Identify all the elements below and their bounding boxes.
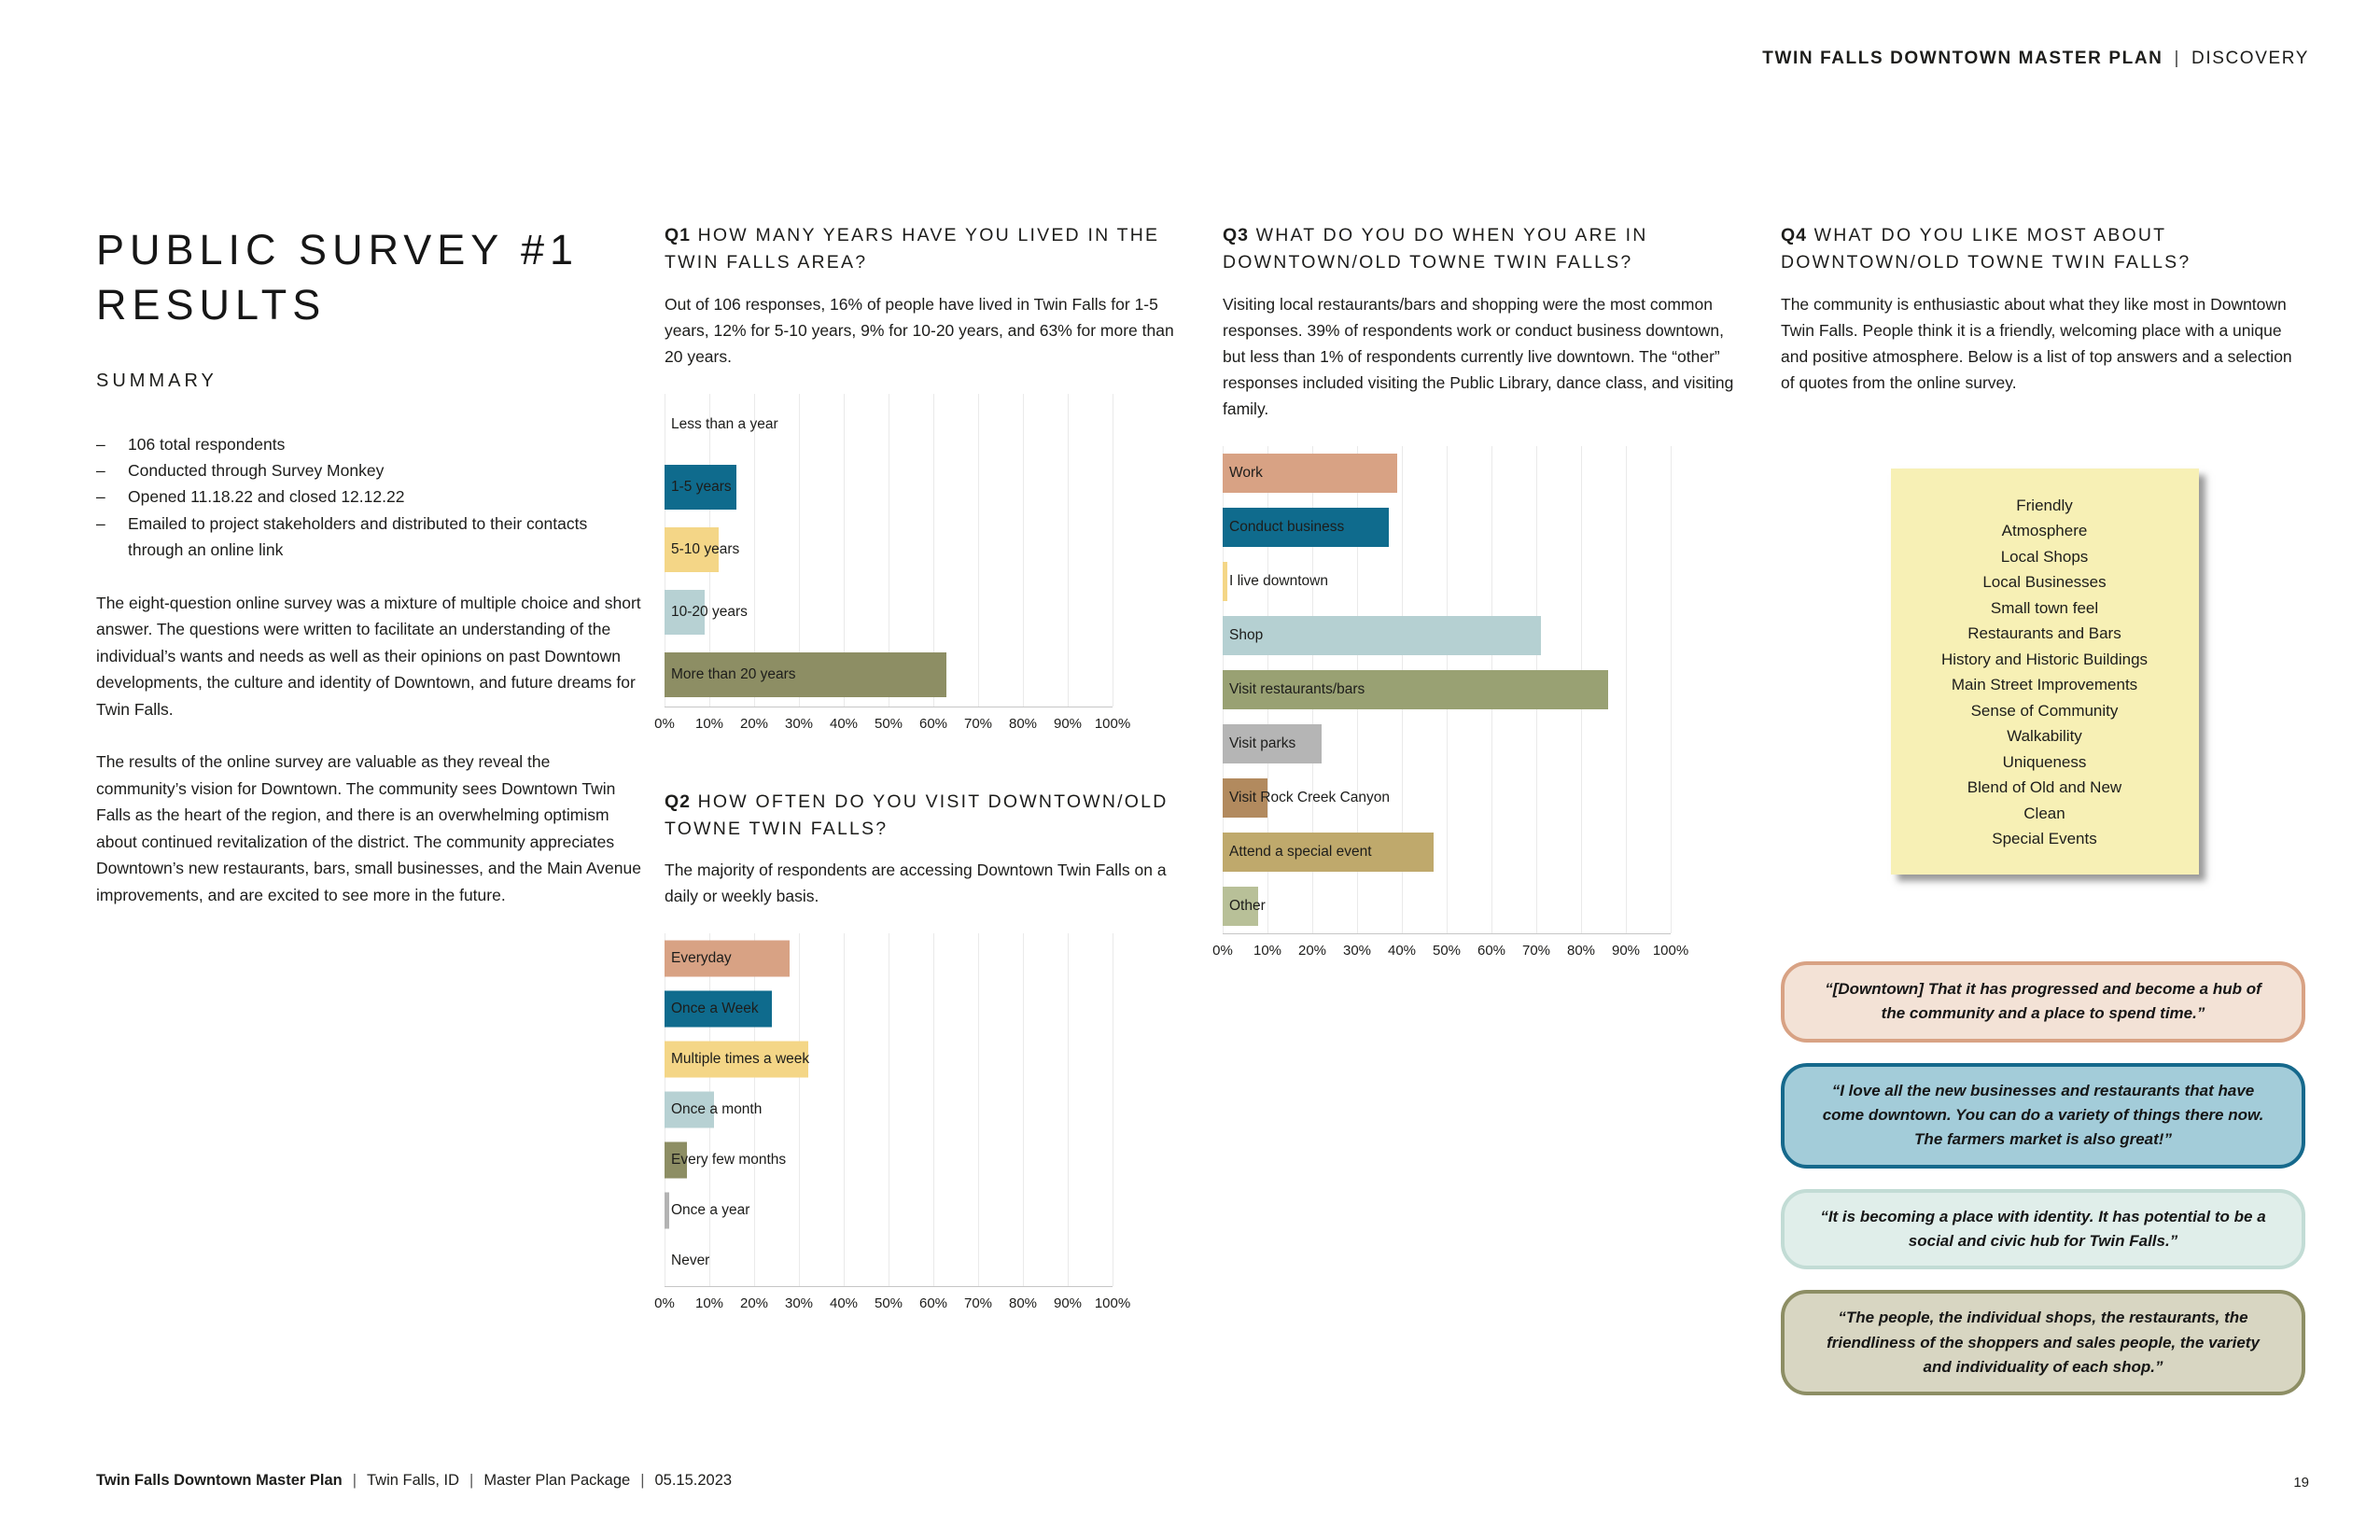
- q2-title: HOW OFTEN DO YOU VISIT DOWNTOWN/OLD TOWNE TWIN FALLS?: [665, 791, 1169, 839]
- page-header: [1762, 49, 2309, 69]
- chart-row: [665, 1085, 1113, 1135]
- q4-intro: The community is enthusiastic about what they like most in Downtown Twin Falls. People think it is a friendly, welcoming place with a unique and positive atmosphere. Below is a list of top answers and a selection of quotes from the online survey.: [1781, 294, 2292, 392]
- axis-tick-label: 90%: [1053, 1295, 1083, 1311]
- like-item: Restaurants and Bars: [1967, 624, 2121, 643]
- like-item: Local Businesses: [1982, 573, 2107, 592]
- chart-bar-label: Work: [1229, 464, 1263, 481]
- q4-number: Q4: [1781, 225, 1808, 245]
- axis-tick-label: 40%: [829, 715, 859, 732]
- page-footer: [96, 1472, 732, 1490]
- chart-bar-label: Attend a special event: [1229, 843, 1372, 860]
- summary-bullet-list: [96, 431, 642, 564]
- axis-tick-label: 30%: [784, 715, 814, 732]
- like-item: Atmosphere: [2001, 522, 2088, 540]
- quote-card-1: “[Downtown] That it has progressed and become a hub of the community and a place to spend time.”: [1781, 961, 2305, 1043]
- q1-chart-axis: [654, 715, 1131, 742]
- chart-bar-label: Less than a year: [671, 416, 778, 432]
- axis-tick-label: 70%: [1521, 942, 1551, 959]
- like-item: Clean: [2023, 804, 2065, 822]
- chart-bar-label: Once a month: [671, 1101, 763, 1117]
- axis-tick-label: 0%: [654, 715, 675, 732]
- page-title-line1: PUBLIC SURVEY #1: [96, 226, 580, 273]
- chart-row: [665, 519, 1113, 581]
- chart-bar-label: Never: [671, 1253, 710, 1268]
- chart-row: [665, 456, 1113, 519]
- axis-tick-label: 90%: [1053, 715, 1083, 732]
- axis-tick-label: 100%: [1094, 1295, 1131, 1311]
- chart-row: [1223, 825, 1671, 879]
- chart-row: [665, 394, 1113, 456]
- like-item: Walkability: [2007, 727, 2082, 746]
- q1-intro: Out of 106 responses, 16% of people have lived in Twin Falls for 1-5 years, 12% for 5-10 years, 9% for 10-20 years, and 63% for more than 20 years.: [665, 294, 1174, 366]
- q1-chart: [654, 394, 1192, 742]
- chart-gridline: [1671, 446, 1672, 933]
- chart-row: [665, 1185, 1113, 1236]
- axis-tick-label: 100%: [1094, 715, 1131, 732]
- axis-tick-label: 80%: [1008, 715, 1038, 732]
- chart-bar-label: 1-5 years: [671, 479, 732, 495]
- axis-tick-label: 30%: [784, 1295, 814, 1311]
- page-title-line2: RESULTS: [96, 281, 327, 329]
- axis-tick-label: 20%: [739, 715, 769, 732]
- bullet-dash: –: [96, 513, 105, 533]
- footer-package: Master Plan Package: [483, 1472, 631, 1489]
- footer-divider: |: [640, 1472, 645, 1489]
- axis-tick-label: 0%: [1212, 942, 1233, 959]
- top-answers-box: [1891, 469, 2199, 875]
- chart-bar-label: Other: [1229, 897, 1266, 914]
- header-plan-title: TWIN FALLS DOWNTOWN MASTER PLAN: [1762, 49, 2163, 68]
- chart-row: [1223, 446, 1671, 500]
- q3-chart: [1212, 446, 1750, 969]
- chart-bar-label: Visit restaurants/bars: [1229, 680, 1365, 697]
- like-item: Main Street Improvements: [1951, 676, 2138, 694]
- chart-row: [665, 984, 1113, 1034]
- q1-title: HOW MANY YEARS HAVE YOU LIVED IN THE TWIN FALLS AREA?: [665, 225, 1160, 273]
- like-item: Special Events: [1992, 830, 2097, 848]
- chart-bar-label: Multiple times a week: [671, 1051, 810, 1067]
- chart-row: [1223, 879, 1671, 933]
- summary-heading: SUMMARY: [96, 370, 217, 391]
- page-number: 19: [2293, 1475, 2309, 1491]
- q3-number: Q3: [1223, 225, 1250, 245]
- q3-chart-axis: [1212, 942, 1689, 969]
- chart-row: [1223, 771, 1671, 825]
- chart-bar-label: More than 20 years: [671, 666, 796, 682]
- q2-number: Q2: [665, 791, 692, 812]
- column-q1-q2: [654, 222, 1192, 1322]
- bullet-dash: –: [96, 487, 105, 507]
- q1-heading: [665, 222, 1192, 277]
- like-item: History and Historic Buildings: [1940, 650, 2149, 668]
- axis-tick-label: 70%: [963, 1295, 993, 1311]
- chart-row: [665, 933, 1113, 984]
- chart-row: [665, 1135, 1113, 1185]
- q3-chart-plot: [1223, 446, 1671, 934]
- axis-tick-label: 0%: [654, 1295, 675, 1311]
- chart-bar-label: Every few months: [671, 1152, 787, 1168]
- chart-row: [665, 581, 1113, 644]
- quotes-section: [1781, 961, 2305, 1416]
- q3-title: WHAT DO YOU DO WHEN YOU ARE IN DOWNTOWN/OLD TOWNE TWIN FALLS?: [1223, 225, 1648, 273]
- bullet-text: Conducted through Survey Monkey: [128, 461, 385, 481]
- axis-tick-label: 40%: [829, 1295, 859, 1311]
- header-section-label: DISCOVERY: [2191, 49, 2309, 68]
- q1-number: Q1: [665, 225, 692, 245]
- chart-bar-label: 10-20 years: [671, 604, 748, 620]
- list-item: [96, 431, 642, 457]
- chart-row: [665, 644, 1113, 707]
- chart-row: [1223, 663, 1671, 717]
- axis-tick-label: 20%: [739, 1295, 769, 1311]
- bullet-text: 106 total respondents: [128, 434, 286, 454]
- column-q4: [1781, 222, 2308, 875]
- q2-chart-axis: [654, 1295, 1131, 1322]
- chart-bar-label: 5-10 years: [671, 541, 740, 557]
- quote-card-4: “The people, the individual shops, the restaurants, the friendliness of the shoppers and sales people, the variety and individuality of each shop.”: [1781, 1290, 2305, 1395]
- q2-chart: [654, 933, 1192, 1322]
- axis-tick-label: 60%: [918, 1295, 948, 1311]
- chart-bar-label: Shop: [1229, 626, 1264, 643]
- axis-tick-label: 60%: [1477, 942, 1506, 959]
- like-item: Local Shops: [2000, 547, 2089, 566]
- axis-tick-label: 20%: [1297, 942, 1327, 959]
- q1-chart-plot: [665, 394, 1113, 707]
- list-item: [96, 483, 642, 510]
- footer-date: 05.15.2023: [654, 1472, 733, 1489]
- chart-bar-label: Visit parks: [1229, 735, 1296, 751]
- axis-tick-label: 70%: [963, 715, 993, 732]
- q4-heading: [1781, 222, 2308, 277]
- chart-bar-label: Once a Week: [671, 1001, 759, 1016]
- q2-chart-plot: [665, 933, 1113, 1287]
- axis-tick-label: 80%: [1566, 942, 1596, 959]
- chart-bar: [665, 1193, 669, 1229]
- like-item: Blend of Old and New: [1967, 778, 2122, 797]
- quote-card-2: “I love all the new businesses and restaurants that have come downtown. You can do a variety of things there now. The farmers market is also great!”: [1781, 1063, 2305, 1169]
- chart-row: [1223, 609, 1671, 663]
- axis-tick-label: 80%: [1008, 1295, 1038, 1311]
- bullet-dash: –: [96, 461, 105, 481]
- bullet-text: Emailed to project stakeholders and distributed to their contacts through an online link: [128, 513, 588, 560]
- summary-paragraph-2: The results of the online survey are valuable as they reveal the community’s vision for Downtown. The community sees Downtown Twin Falls as the heart of the region, and there is an overwhelming optimism about continued revitalization of the district. The community appreciates Downtown’s new restaurants, bars, small businesses, and the Main Avenue improvements, and are excited to see more in the future.: [96, 752, 641, 904]
- axis-tick-label: 10%: [694, 715, 724, 732]
- q3-intro: Visiting local restaurants/bars and shopping were the most common responses. 39% of respondents work or conduct business downtown, but less than 1% of respondents currently live downtown. The “other” responses included visiting the Public Library, dance class, and visiting family.: [1223, 294, 1734, 418]
- left-column: [96, 222, 642, 908]
- page-title: [96, 222, 642, 333]
- chart-bar-label: Once a year: [671, 1202, 750, 1218]
- axis-tick-label: 40%: [1387, 942, 1417, 959]
- chart-row: [665, 1034, 1113, 1085]
- chart-row: [665, 1236, 1113, 1286]
- q3-heading: [1223, 222, 1750, 277]
- axis-tick-label: 10%: [694, 1295, 724, 1311]
- footer-title: Twin Falls Downtown Master Plan: [96, 1472, 343, 1489]
- axis-tick-label: 100%: [1652, 942, 1689, 959]
- footer-divider: |: [469, 1472, 474, 1489]
- axis-tick-label: 60%: [918, 715, 948, 732]
- chart-bar: [1223, 616, 1541, 655]
- like-item: Friendly: [2016, 496, 2073, 514]
- like-item: Uniqueness: [2002, 752, 2087, 771]
- summary-paragraph-1: The eight-question online survey was a mixture of multiple choice and short answer. The questions were written to facilitate an understanding of the individual’s wants and needs as well as their opinions on past Downtown developments, the culture and identity of Downtown, and future dreams for Twin Falls.: [96, 593, 641, 719]
- bullet-dash: –: [96, 434, 105, 454]
- q4-title: WHAT DO YOU LIKE MOST ABOUT DOWNTOWN/OLD TOWNE TWIN FALLS?: [1781, 225, 2191, 273]
- quote-card-3: “It is becoming a place with identity. It has potential to be a social and civic hub for Twin Falls.”: [1781, 1189, 2305, 1270]
- list-item: [96, 511, 642, 564]
- chart-bar-label: Conduct business: [1229, 518, 1345, 535]
- like-item: Small town feel: [1990, 598, 2099, 617]
- q2-heading: [665, 789, 1192, 844]
- axis-tick-label: 10%: [1253, 942, 1282, 959]
- chart-bar-label: I live downtown: [1229, 572, 1328, 589]
- header-divider: |: [2174, 49, 2181, 68]
- chart-row: [1223, 717, 1671, 771]
- footer-divider: |: [352, 1472, 357, 1489]
- axis-tick-label: 50%: [1432, 942, 1462, 959]
- axis-tick-label: 50%: [874, 1295, 903, 1311]
- axis-tick-label: 90%: [1611, 942, 1641, 959]
- chart-row: [1223, 500, 1671, 554]
- q2-intro: The majority of respondents are accessing Downtown Twin Falls on a daily or weekly basis.: [665, 861, 1167, 905]
- chart-bar-label: Everyday: [671, 950, 732, 966]
- bullet-text: Opened 11.18.22 and closed 12.12.22: [128, 487, 405, 507]
- chart-row: [1223, 554, 1671, 609]
- like-item: Sense of Community: [1970, 701, 2119, 720]
- list-item: [96, 457, 642, 483]
- chart-bar: [1223, 562, 1227, 601]
- footer-location: Twin Falls, ID: [367, 1472, 460, 1489]
- axis-tick-label: 50%: [874, 715, 903, 732]
- axis-tick-label: 30%: [1342, 942, 1372, 959]
- chart-bar-label: Visit Rock Creek Canyon: [1229, 789, 1391, 805]
- column-q3: [1212, 222, 1750, 969]
